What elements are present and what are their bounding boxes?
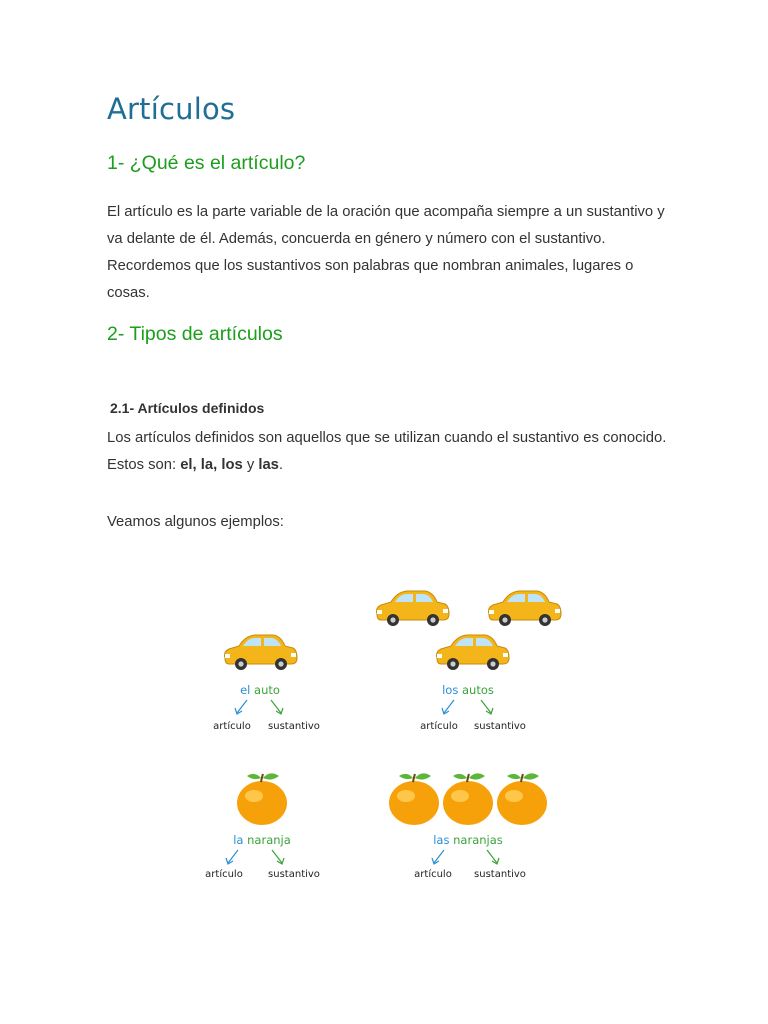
orange-image xyxy=(497,773,547,825)
text: Estos son: xyxy=(107,457,181,473)
text-line: El artículo es la parte variable de la oración que acompaña siempre a un sustantivo y xyxy=(107,204,665,220)
text-line: Los artículos definidos son aquellos que se utilizan cuando el sustantivo es conocido. xyxy=(107,430,667,446)
car-image xyxy=(489,591,562,626)
example-phrase xyxy=(433,833,503,847)
noun-word: autos xyxy=(462,683,494,697)
noun-word: auto xyxy=(254,683,280,697)
text-line: cosas. xyxy=(107,285,150,301)
label-articulo: artículo xyxy=(213,721,251,732)
article-word: las xyxy=(433,833,450,847)
article-word: la xyxy=(233,833,244,847)
section-heading-tipos: 2- Tipos de artículos xyxy=(107,323,283,345)
article-word: el xyxy=(240,683,251,697)
subsection-heading-definidos: 2.1- Artículos definidos xyxy=(110,400,265,416)
label-articulo: artículo xyxy=(420,721,458,732)
example-phrase xyxy=(233,833,291,847)
article-word: los xyxy=(442,683,459,697)
text: y xyxy=(242,457,259,473)
car-image xyxy=(225,635,298,670)
orange-image xyxy=(237,773,287,825)
label-articulo: artículo xyxy=(205,869,243,880)
section-heading-que-es: 1- ¿Qué es el artículo? xyxy=(107,152,306,174)
label-sustantivo: sustantivo xyxy=(474,721,526,732)
label-sustantivo: sustantivo xyxy=(474,869,526,880)
examples-intro: Veamos algunos ejemplos: xyxy=(107,514,284,530)
orange-image xyxy=(443,773,493,825)
bold-articles-1: el, la, los xyxy=(180,457,243,473)
page-title: Artículos xyxy=(107,92,236,126)
label-articulo: artículo xyxy=(414,869,452,880)
car-image xyxy=(437,635,510,670)
bold-articles-2: las xyxy=(258,457,279,473)
text-line: Recordemos que los sustantivos son palabras que nombran animales, lugares o xyxy=(107,258,634,274)
label-sustantivo: sustantivo xyxy=(268,869,320,880)
example-phrase xyxy=(442,683,494,697)
car-image xyxy=(377,591,450,626)
label-sustantivo: sustantivo xyxy=(268,721,320,732)
orange-image xyxy=(389,773,439,825)
example-phrase xyxy=(240,683,280,697)
noun-word: naranja xyxy=(247,833,291,847)
text: . xyxy=(278,457,284,473)
text-line: va delante de él. Además, concuerda en género y número con el sustantivo. xyxy=(107,231,606,247)
noun-word: naranjas xyxy=(453,833,503,847)
